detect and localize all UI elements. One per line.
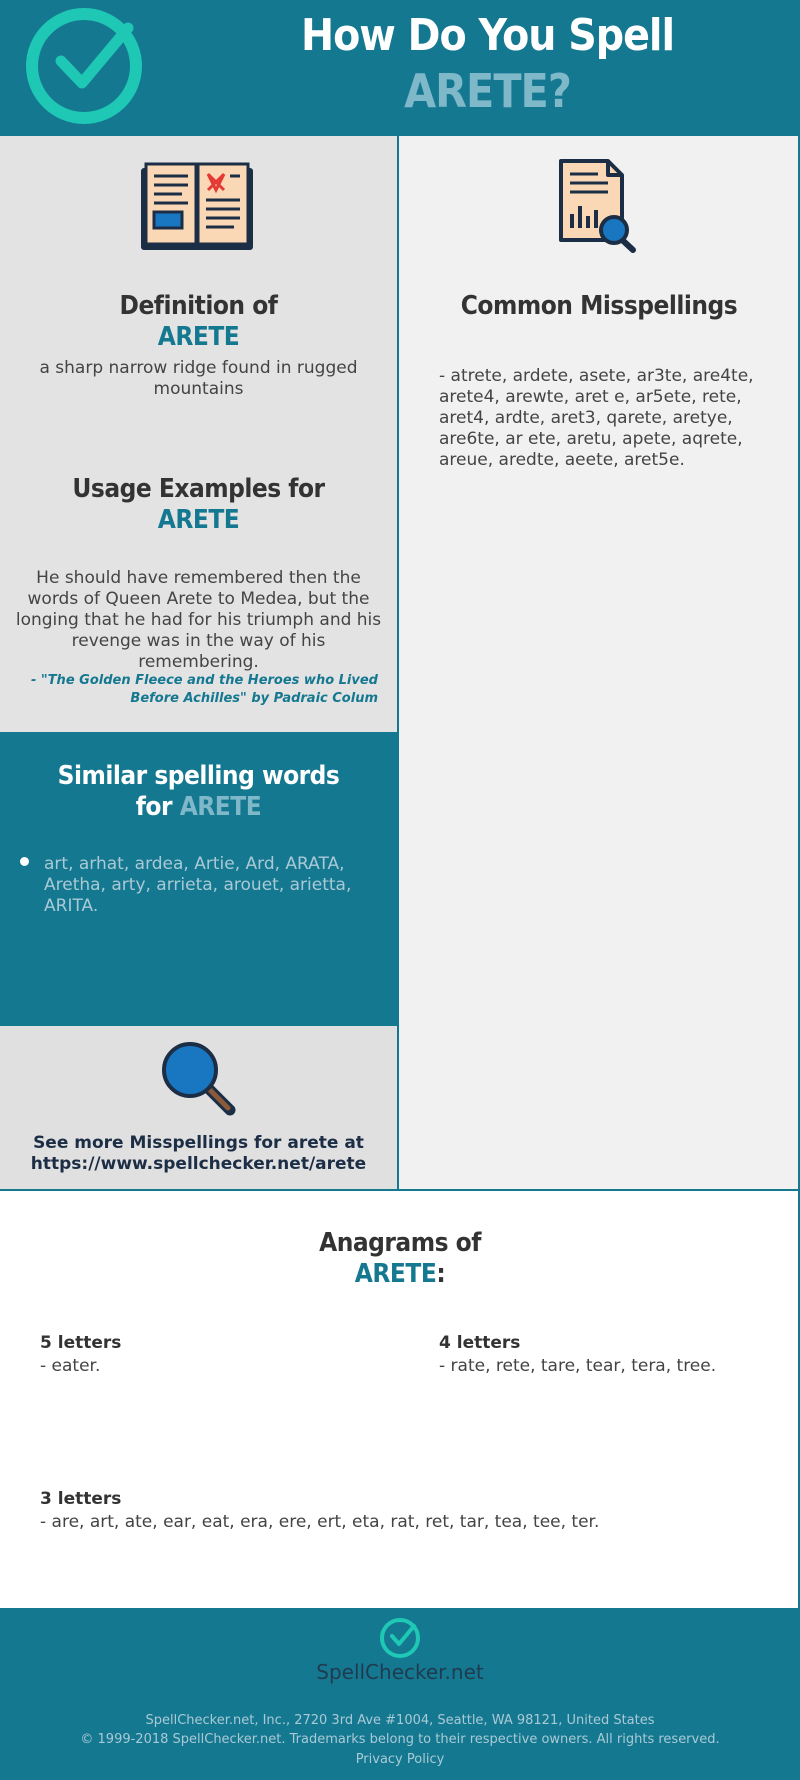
- usage-quote: He should have remembered then the words of Queen Arete to Medea, but the longing that he had for his triumph and his revenge was in the way of his remembering.: [15, 568, 382, 672]
- page-title-word: ARETE?: [404, 64, 571, 118]
- anagram-group-list: - are, art, ate, ear, eat, era, ere, ert, eta, rat, ret, tar, tea, tee, ter.: [40, 1512, 600, 1532]
- usage-source: - "The Golden Fleece and the Heroes who Lived Before Achilles" by Padraic Colum: [31, 673, 378, 706]
- misspellings-list: - atrete, ardete, asete, ar3te, are4te, arete4, arewte, aret e, ar5ete, rete, aret4, ardte, aret3, qarete, aretye, are6te, ar ete, aretu, apete, aqrete, areue, aredte, aeete, aret5e.: [439, 366, 754, 470]
- similar-word: ARETE: [179, 792, 262, 822]
- page-title: How Do You Spell: [300, 10, 675, 61]
- footer-brand[interactable]: SpellChecker.net: [316, 1660, 484, 1684]
- checkmark-circle-icon[interactable]: [378, 1616, 422, 1660]
- similar-title-for: [0, 792, 397, 822]
- anagram-group-list: - eater.: [40, 1356, 101, 1376]
- see-more-link[interactable]: [10, 1133, 387, 1175]
- anagrams-colon: :: [436, 1259, 446, 1289]
- privacy-policy-link[interactable]: Privacy Policy: [355, 1752, 445, 1767]
- definition-title: Definition of: [119, 291, 278, 321]
- definition-word: ARETE: [157, 322, 240, 352]
- similar-for-label: for: [135, 792, 173, 822]
- magnifier-icon: [160, 1040, 236, 1116]
- see-more-line1[interactable]: See more Misspellings for arete at: [33, 1133, 364, 1153]
- anagram-group-label: 3 letters: [40, 1489, 122, 1509]
- checkmark-circle-icon[interactable]: [24, 6, 144, 126]
- misspellings-title: Common Misspellings: [460, 291, 738, 321]
- section-divider: [0, 1189, 800, 1191]
- similar-words-list: art, arhat, ardea, Artie, Ard, ARATA, Aretha, arty, arrieta, arouet, arietta, ARITA.: [44, 854, 352, 916]
- usage-word: ARETE: [157, 505, 240, 535]
- anagrams-title-word: [0, 1259, 800, 1289]
- open-book-icon: [138, 160, 256, 254]
- anagram-group-list: - rate, rete, tare, tear, tera, tree.: [439, 1356, 717, 1376]
- see-more-url[interactable]: https://www.spellchecker.net/arete: [30, 1154, 367, 1174]
- anagram-group-label: 4 letters: [439, 1333, 521, 1353]
- footer-address: SpellChecker.net, Inc., 2720 3rd Ave #1004, Seattle, WA 98121, United States: [145, 1713, 655, 1728]
- definition-text: a sharp narrow ridge found in rugged mountains: [39, 358, 358, 399]
- document-search-icon: [558, 158, 638, 254]
- anagram-group-label: 5 letters: [40, 1333, 122, 1353]
- anagrams-title: Anagrams of: [319, 1228, 481, 1258]
- footer-copyright: © 1999-2018 SpellChecker.net. Trademarks belong to their respective owners. All rights reserved.: [80, 1732, 720, 1747]
- anagrams-word: ARETE: [354, 1259, 437, 1289]
- similar-title: Similar spelling words: [57, 761, 340, 791]
- usage-title: Usage Examples for: [72, 474, 325, 504]
- bullet-dot: [20, 857, 29, 866]
